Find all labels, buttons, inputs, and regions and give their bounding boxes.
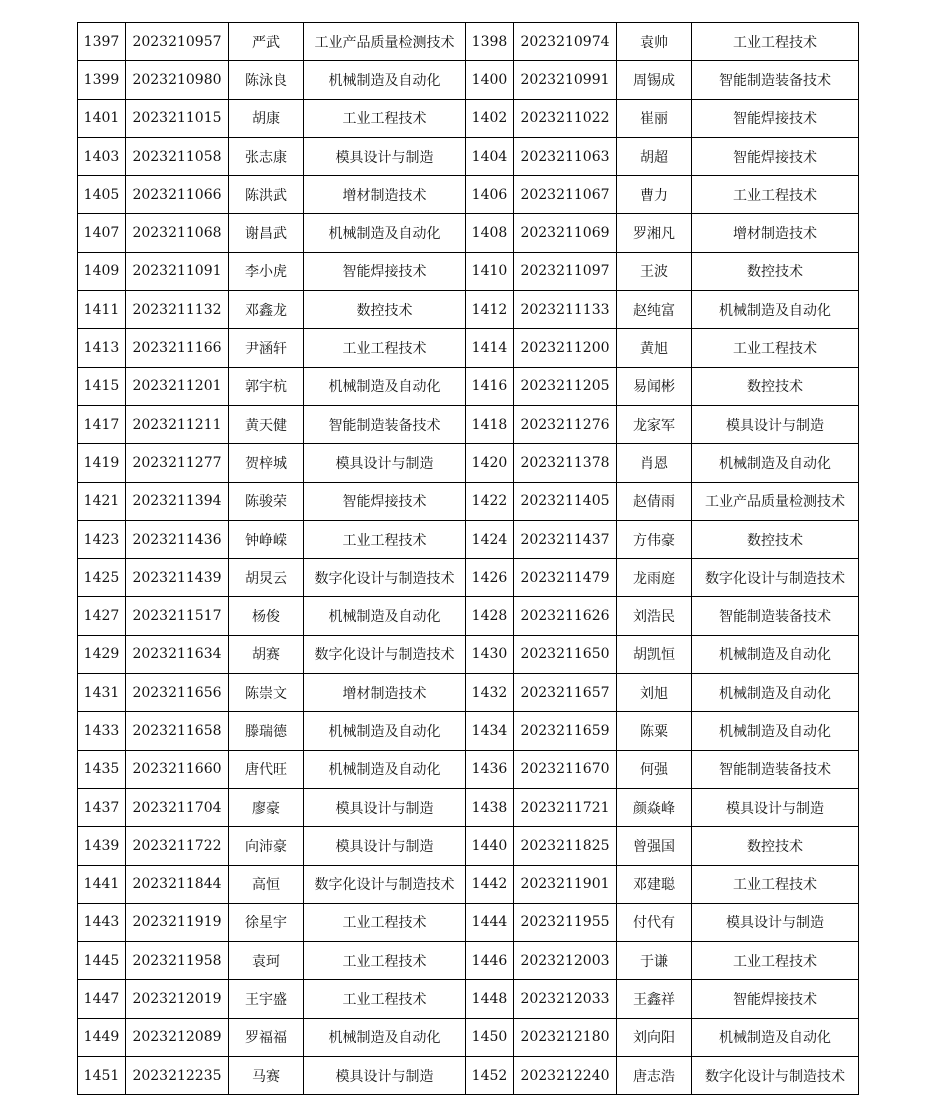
table-row [78, 903, 859, 941]
seq-cell: 1414 [466, 329, 514, 367]
name-cell: 钟峥嵘 [229, 520, 304, 558]
table-row [78, 444, 859, 482]
seq-cell: 1405 [78, 176, 126, 214]
student-id-cell: 2023211722 [126, 827, 229, 865]
seq-cell: 1445 [78, 942, 126, 980]
student-id-cell: 2023211704 [126, 788, 229, 826]
table-row [78, 520, 859, 558]
table-row [78, 214, 859, 252]
major-cell: 增材制造技术 [304, 176, 466, 214]
seq-cell: 1438 [466, 788, 514, 826]
major-cell: 机械制造及自动化 [692, 291, 859, 329]
student-id-cell: 2023211844 [126, 865, 229, 903]
name-cell: 陈崇文 [229, 674, 304, 712]
student-id-cell: 2023211166 [126, 329, 229, 367]
name-cell: 刘旭 [617, 674, 692, 712]
student-id-cell: 2023211205 [514, 367, 617, 405]
student-id-cell: 2023210974 [514, 23, 617, 61]
name-cell: 唐志浩 [617, 1057, 692, 1095]
major-cell: 机械制造及自动化 [304, 597, 466, 635]
student-id-cell: 2023212180 [514, 1018, 617, 1056]
table-row [78, 405, 859, 443]
seq-cell: 1413 [78, 329, 126, 367]
seq-cell: 1406 [466, 176, 514, 214]
table-row [78, 137, 859, 175]
name-cell: 廖豪 [229, 788, 304, 826]
student-id-cell: 2023211277 [126, 444, 229, 482]
major-cell: 机械制造及自动化 [692, 712, 859, 750]
student-id-cell: 2023211211 [126, 405, 229, 443]
major-cell: 机械制造及自动化 [304, 367, 466, 405]
student-id-cell: 2023211067 [514, 176, 617, 214]
name-cell: 邓鑫龙 [229, 291, 304, 329]
name-cell: 陈洪武 [229, 176, 304, 214]
seq-cell: 1418 [466, 405, 514, 443]
major-cell: 工业工程技术 [304, 329, 466, 367]
major-cell: 智能制造装备技术 [692, 597, 859, 635]
major-cell: 工业工程技术 [692, 865, 859, 903]
seq-cell: 1420 [466, 444, 514, 482]
major-cell: 增材制造技术 [692, 214, 859, 252]
major-cell: 工业工程技术 [304, 520, 466, 558]
table-row [78, 23, 859, 61]
seq-cell: 1440 [466, 827, 514, 865]
student-id-cell: 2023211825 [514, 827, 617, 865]
table-row [78, 1018, 859, 1056]
student-id-cell: 2023211097 [514, 252, 617, 290]
student-id-cell: 2023211439 [126, 559, 229, 597]
student-id-cell: 2023211063 [514, 137, 617, 175]
name-cell: 颜焱峰 [617, 788, 692, 826]
name-cell: 王宇盛 [229, 980, 304, 1018]
table-row [78, 329, 859, 367]
major-cell: 机械制造及自动化 [304, 61, 466, 99]
name-cell: 陈骏荣 [229, 482, 304, 520]
seq-cell: 1439 [78, 827, 126, 865]
name-cell: 胡超 [617, 137, 692, 175]
name-cell: 周锡成 [617, 61, 692, 99]
name-cell: 李小虎 [229, 252, 304, 290]
major-cell: 智能制造装备技术 [692, 750, 859, 788]
name-cell: 易闻彬 [617, 367, 692, 405]
table-row [78, 788, 859, 826]
student-id-cell: 2023211058 [126, 137, 229, 175]
name-cell: 滕瑞德 [229, 712, 304, 750]
name-cell: 曹力 [617, 176, 692, 214]
table-row [78, 559, 859, 597]
student-id-cell: 2023211132 [126, 291, 229, 329]
name-cell: 王波 [617, 252, 692, 290]
major-cell: 智能焊接技术 [304, 482, 466, 520]
name-cell: 肖恩 [617, 444, 692, 482]
name-cell: 陈粟 [617, 712, 692, 750]
major-cell: 智能焊接技术 [692, 99, 859, 137]
major-cell: 机械制造及自动化 [304, 712, 466, 750]
seq-cell: 1430 [466, 635, 514, 673]
major-cell: 模具设计与制造 [304, 137, 466, 175]
table-row [78, 367, 859, 405]
seq-cell: 1409 [78, 252, 126, 290]
major-cell: 工业工程技术 [692, 942, 859, 980]
major-cell: 工业工程技术 [304, 903, 466, 941]
seq-cell: 1410 [466, 252, 514, 290]
name-cell: 陈泳良 [229, 61, 304, 99]
name-cell: 尹涵轩 [229, 329, 304, 367]
name-cell: 罗湘凡 [617, 214, 692, 252]
student-id-cell: 2023211015 [126, 99, 229, 137]
table-row [78, 252, 859, 290]
name-cell: 黄天健 [229, 405, 304, 443]
name-cell: 龙家军 [617, 405, 692, 443]
student-id-cell: 2023211901 [514, 865, 617, 903]
table-row [78, 291, 859, 329]
seq-cell: 1417 [78, 405, 126, 443]
student-id-cell: 2023211670 [514, 750, 617, 788]
seq-cell: 1419 [78, 444, 126, 482]
seq-cell: 1402 [466, 99, 514, 137]
seq-cell: 1443 [78, 903, 126, 941]
name-cell: 胡康 [229, 99, 304, 137]
table-row [78, 176, 859, 214]
major-cell: 智能焊接技术 [692, 980, 859, 1018]
student-roster-table [77, 22, 859, 1095]
roster-body [78, 23, 859, 1095]
major-cell: 数控技术 [692, 520, 859, 558]
major-cell: 模具设计与制造 [692, 903, 859, 941]
name-cell: 袁珂 [229, 942, 304, 980]
student-id-cell: 2023212235 [126, 1057, 229, 1095]
seq-cell: 1412 [466, 291, 514, 329]
student-id-cell: 2023211437 [514, 520, 617, 558]
seq-cell: 1447 [78, 980, 126, 1018]
student-id-cell: 2023211660 [126, 750, 229, 788]
table-row [78, 1057, 859, 1095]
name-cell: 严武 [229, 23, 304, 61]
student-id-cell: 2023211955 [514, 903, 617, 941]
major-cell: 模具设计与制造 [304, 827, 466, 865]
student-id-cell: 2023212033 [514, 980, 617, 1018]
student-id-cell: 2023211656 [126, 674, 229, 712]
student-id-cell: 2023211066 [126, 176, 229, 214]
student-id-cell: 2023211436 [126, 520, 229, 558]
major-cell: 增材制造技术 [304, 674, 466, 712]
table-row [78, 597, 859, 635]
major-cell: 机械制造及自动化 [304, 750, 466, 788]
major-cell: 数字化设计与制造技术 [304, 635, 466, 673]
name-cell: 王鑫祥 [617, 980, 692, 1018]
seq-cell: 1433 [78, 712, 126, 750]
name-cell: 曾强国 [617, 827, 692, 865]
seq-cell: 1400 [466, 61, 514, 99]
major-cell: 工业工程技术 [692, 176, 859, 214]
seq-cell: 1423 [78, 520, 126, 558]
table-row [78, 942, 859, 980]
seq-cell: 1434 [466, 712, 514, 750]
student-id-cell: 2023211276 [514, 405, 617, 443]
major-cell: 数控技术 [692, 367, 859, 405]
name-cell: 唐代旺 [229, 750, 304, 788]
student-id-cell: 2023211091 [126, 252, 229, 290]
name-cell: 谢昌武 [229, 214, 304, 252]
name-cell: 贺梓城 [229, 444, 304, 482]
student-id-cell: 2023210991 [514, 61, 617, 99]
name-cell: 胡炅云 [229, 559, 304, 597]
seq-cell: 1407 [78, 214, 126, 252]
major-cell: 智能焊接技术 [304, 252, 466, 290]
student-id-cell: 2023211201 [126, 367, 229, 405]
student-id-cell: 2023211721 [514, 788, 617, 826]
name-cell: 刘浩民 [617, 597, 692, 635]
seq-cell: 1415 [78, 367, 126, 405]
name-cell: 付代有 [617, 903, 692, 941]
name-cell: 何强 [617, 750, 692, 788]
seq-cell: 1401 [78, 99, 126, 137]
major-cell: 数字化设计与制造技术 [304, 559, 466, 597]
seq-cell: 1408 [466, 214, 514, 252]
student-id-cell: 2023211022 [514, 99, 617, 137]
name-cell: 胡凯恒 [617, 635, 692, 673]
seq-cell: 1421 [78, 482, 126, 520]
name-cell: 罗福福 [229, 1018, 304, 1056]
major-cell: 智能制造装备技术 [304, 405, 466, 443]
seq-cell: 1432 [466, 674, 514, 712]
name-cell: 郭宇杭 [229, 367, 304, 405]
seq-cell: 1442 [466, 865, 514, 903]
student-id-cell: 2023211394 [126, 482, 229, 520]
name-cell: 袁帅 [617, 23, 692, 61]
student-id-cell: 2023211658 [126, 712, 229, 750]
name-cell: 马赛 [229, 1057, 304, 1095]
student-id-cell: 2023211069 [514, 214, 617, 252]
table-row [78, 827, 859, 865]
major-cell: 工业工程技术 [692, 23, 859, 61]
seq-cell: 1424 [466, 520, 514, 558]
major-cell: 数字化设计与制造技术 [692, 1057, 859, 1095]
major-cell: 数字化设计与制造技术 [692, 559, 859, 597]
seq-cell: 1452 [466, 1057, 514, 1095]
student-id-cell: 2023211133 [514, 291, 617, 329]
seq-cell: 1426 [466, 559, 514, 597]
major-cell: 机械制造及自动化 [692, 635, 859, 673]
student-id-cell: 2023211378 [514, 444, 617, 482]
student-id-cell: 2023211068 [126, 214, 229, 252]
seq-cell: 1435 [78, 750, 126, 788]
student-id-cell: 2023212019 [126, 980, 229, 1018]
major-cell: 工业工程技术 [692, 329, 859, 367]
student-id-cell: 2023211517 [126, 597, 229, 635]
name-cell: 崔丽 [617, 99, 692, 137]
seq-cell: 1422 [466, 482, 514, 520]
major-cell: 模具设计与制造 [692, 405, 859, 443]
seq-cell: 1425 [78, 559, 126, 597]
table-row [78, 674, 859, 712]
seq-cell: 1449 [78, 1018, 126, 1056]
seq-cell: 1399 [78, 61, 126, 99]
major-cell: 模具设计与制造 [304, 1057, 466, 1095]
seq-cell: 1411 [78, 291, 126, 329]
major-cell: 工业产品质量检测技术 [304, 23, 466, 61]
major-cell: 数控技术 [304, 291, 466, 329]
seq-cell: 1397 [78, 23, 126, 61]
seq-cell: 1444 [466, 903, 514, 941]
name-cell: 于谦 [617, 942, 692, 980]
student-id-cell: 2023211634 [126, 635, 229, 673]
name-cell: 龙雨庭 [617, 559, 692, 597]
student-id-cell: 2023211958 [126, 942, 229, 980]
name-cell: 杨俊 [229, 597, 304, 635]
table-row [78, 61, 859, 99]
seq-cell: 1450 [466, 1018, 514, 1056]
seq-cell: 1416 [466, 367, 514, 405]
seq-cell: 1436 [466, 750, 514, 788]
seq-cell: 1427 [78, 597, 126, 635]
name-cell: 赵倩雨 [617, 482, 692, 520]
major-cell: 工业工程技术 [304, 99, 466, 137]
seq-cell: 1429 [78, 635, 126, 673]
major-cell: 机械制造及自动化 [304, 214, 466, 252]
name-cell: 向沛豪 [229, 827, 304, 865]
major-cell: 模具设计与制造 [304, 444, 466, 482]
major-cell: 工业产品质量检测技术 [692, 482, 859, 520]
major-cell: 数控技术 [692, 827, 859, 865]
student-id-cell: 2023211650 [514, 635, 617, 673]
student-id-cell: 2023210980 [126, 61, 229, 99]
seq-cell: 1448 [466, 980, 514, 1018]
table-row [78, 750, 859, 788]
name-cell: 黄旭 [617, 329, 692, 367]
major-cell: 智能制造装备技术 [692, 61, 859, 99]
student-id-cell: 2023211200 [514, 329, 617, 367]
major-cell: 数字化设计与制造技术 [304, 865, 466, 903]
name-cell: 赵纯富 [617, 291, 692, 329]
student-id-cell: 2023211659 [514, 712, 617, 750]
student-id-cell: 2023211626 [514, 597, 617, 635]
name-cell: 高恒 [229, 865, 304, 903]
seq-cell: 1451 [78, 1057, 126, 1095]
major-cell: 模具设计与制造 [304, 788, 466, 826]
name-cell: 张志康 [229, 137, 304, 175]
major-cell: 工业工程技术 [304, 980, 466, 1018]
student-id-cell: 2023210957 [126, 23, 229, 61]
major-cell: 工业工程技术 [304, 942, 466, 980]
name-cell: 邓建聪 [617, 865, 692, 903]
major-cell: 数控技术 [692, 252, 859, 290]
name-cell: 胡赛 [229, 635, 304, 673]
student-id-cell: 2023212240 [514, 1057, 617, 1095]
table-row [78, 482, 859, 520]
seq-cell: 1437 [78, 788, 126, 826]
major-cell: 模具设计与制造 [692, 788, 859, 826]
student-id-cell: 2023212089 [126, 1018, 229, 1056]
seq-cell: 1398 [466, 23, 514, 61]
major-cell: 机械制造及自动化 [692, 1018, 859, 1056]
table-row [78, 980, 859, 1018]
name-cell: 徐星宇 [229, 903, 304, 941]
student-id-cell: 2023212003 [514, 942, 617, 980]
major-cell: 机械制造及自动化 [692, 444, 859, 482]
table-row [78, 635, 859, 673]
seq-cell: 1403 [78, 137, 126, 175]
student-id-cell: 2023211405 [514, 482, 617, 520]
seq-cell: 1441 [78, 865, 126, 903]
table-row [78, 99, 859, 137]
table-row [78, 865, 859, 903]
table-row [78, 712, 859, 750]
major-cell: 智能焊接技术 [692, 137, 859, 175]
student-id-cell: 2023211657 [514, 674, 617, 712]
seq-cell: 1428 [466, 597, 514, 635]
major-cell: 机械制造及自动化 [304, 1018, 466, 1056]
seq-cell: 1431 [78, 674, 126, 712]
name-cell: 刘向阳 [617, 1018, 692, 1056]
major-cell: 机械制造及自动化 [692, 674, 859, 712]
student-id-cell: 2023211479 [514, 559, 617, 597]
seq-cell: 1404 [466, 137, 514, 175]
name-cell: 方伟豪 [617, 520, 692, 558]
student-id-cell: 2023211919 [126, 903, 229, 941]
seq-cell: 1446 [466, 942, 514, 980]
